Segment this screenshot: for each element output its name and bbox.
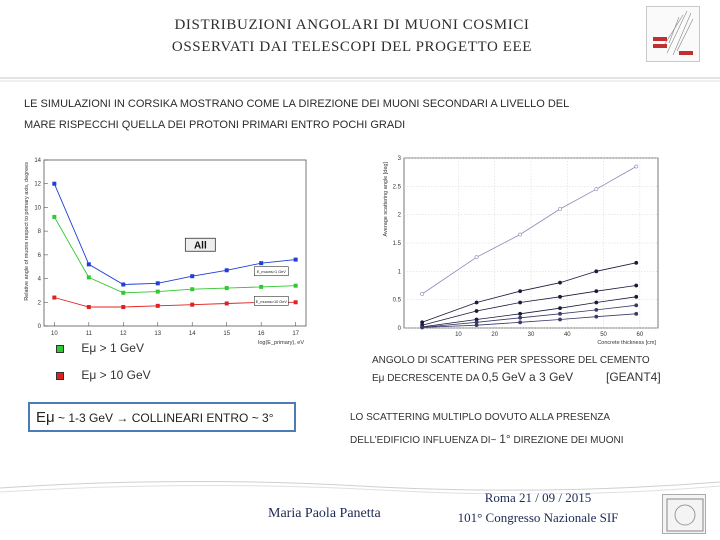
right-data-point [475, 324, 478, 327]
right-data-point [519, 233, 522, 236]
right-data-point [595, 290, 598, 293]
right-x-tick-label: 40 [563, 332, 571, 338]
left-x-tick-label: 17 [292, 331, 300, 337]
left-data-point [259, 261, 263, 265]
collinearity-box [28, 402, 296, 432]
left-x-tick-label: 11 [85, 331, 92, 337]
intro-text [24, 94, 704, 136]
left-data-point [259, 285, 263, 289]
left-y-axis-label: Relative angle of muons respect to primary axis, degrees [24, 162, 30, 301]
left-y-tick-label: 10 [34, 205, 41, 212]
eee-logo-icon [647, 7, 701, 63]
left-data-point [156, 304, 160, 308]
left-x-tick-label: 13 [154, 331, 162, 337]
title-line-2: OSSERVATI DAI TELESCOPI DEL PROGETTO EEE [171, 39, 533, 55]
red-square-icon [56, 372, 64, 380]
left-data-point [294, 300, 298, 304]
left-y-tick-label: 6 [37, 252, 41, 259]
ms-line-2-suffix: DIREZIONE DEI MUONI [510, 435, 624, 446]
ms-line-2-degree: 1° [499, 432, 511, 446]
right-data-point [519, 290, 522, 293]
intro-line-1: LE SIMULAZIONI IN CORSIKA MOSTRANO COME LA DIREZIONE DEI MUONI SECONDARI A LIVELLO DEL [24, 98, 570, 110]
right-data-point [635, 165, 638, 168]
left-data-point [156, 281, 160, 285]
left-data-point [190, 303, 194, 307]
left-y-tick-label: 0 [37, 324, 41, 330]
right-caption-range: 0,5 GeV a 3 GeV [481, 370, 574, 384]
scattering-vs-thickness-chart [378, 152, 674, 348]
left-x-tick-label: 12 [119, 331, 127, 337]
left-data-point [225, 268, 229, 272]
right-data-point [635, 304, 638, 307]
right-data-point [558, 281, 561, 284]
sif-seal-icon [663, 495, 707, 535]
right-data-point [421, 326, 424, 329]
right-data-point [595, 188, 598, 191]
right-data-point [475, 301, 478, 304]
sif-seal [662, 494, 706, 534]
legend-red-label: Eμ > 10 GeV [81, 368, 151, 382]
right-caption-line-1: ANGOLO DI SCATTERING PER SPESSORE DEL CEMENTO [372, 355, 650, 366]
right-y-tick-label: 0 [397, 326, 401, 332]
right-data-point [558, 207, 561, 210]
right-data-point [595, 308, 598, 311]
right-data-point [475, 256, 478, 259]
right-x-tick-label: 60 [636, 332, 644, 338]
header-divider [0, 71, 720, 85]
right-x-tick-label: 50 [600, 332, 607, 338]
right-data-point [421, 292, 424, 295]
left-data-point [121, 283, 125, 287]
left-data-point [52, 182, 56, 186]
left-data-point [121, 291, 125, 295]
left-y-tick-label: 4 [37, 276, 41, 283]
left-data-point [156, 290, 160, 294]
left-data-point [121, 305, 125, 309]
right-data-point [635, 312, 638, 315]
left-data-point [87, 275, 91, 279]
left-data-point [190, 287, 194, 291]
right-x-axis-label: Concrete thickness [cm] [597, 340, 656, 346]
right-data-point [519, 301, 522, 304]
left-inset-label: All [193, 240, 207, 252]
left-data-point [294, 284, 298, 288]
left-y-tick-label: 14 [34, 158, 41, 164]
left-x-tick-label: 15 [223, 331, 231, 337]
eee-logo [646, 6, 700, 62]
intro-line-2: MARE RISPECCHI QUELLA DEI PROTONI PRIMARI ENTRO POCHI GRADI [24, 119, 406, 131]
right-caption-geant: [GEANT4] [606, 370, 661, 384]
left-legend-box-1-label: E_muons>1 GeV [256, 270, 286, 275]
right-y-tick-label: 1 [397, 269, 401, 276]
left-x-axis-label: log(E_primary), eV [258, 340, 304, 346]
left-y-tick-label: 2 [37, 300, 41, 307]
left-data-point [294, 258, 298, 262]
angle-vs-energy-chart [20, 152, 312, 348]
right-data-point [558, 307, 561, 310]
right-data-point [558, 318, 561, 321]
right-y-tick-label: 1.5 [392, 241, 401, 247]
right-data-point [558, 312, 561, 315]
right-data-point [595, 315, 598, 318]
box-energy-symbol: Eμ [36, 409, 55, 426]
green-square-icon [56, 345, 64, 353]
left-x-tick-label: 14 [188, 331, 196, 337]
right-x-tick-label: 30 [527, 332, 535, 338]
left-x-tick-label: 16 [257, 331, 265, 337]
right-data-point [635, 261, 638, 264]
legend-green-label: Eμ > 1 GeV [81, 341, 144, 355]
left-data-point [52, 296, 56, 300]
right-y-axis-label: Average scattering angle [deg] [383, 162, 389, 237]
right-data-point [595, 301, 598, 304]
right-y-tick-label: 2 [397, 212, 401, 219]
right-data-point [519, 321, 522, 324]
ms-line-2 [350, 432, 624, 446]
right-data-point [635, 295, 638, 298]
title-line-1: DISTRIBUZIONI ANGOLARI DI MUONI COSMICI [174, 17, 530, 33]
left-x-tick-label: 10 [50, 331, 58, 337]
right-caption-prefix: Eμ DECRESCENTE DA [372, 373, 482, 384]
right-x-tick-label: 10 [455, 332, 462, 338]
slide-title [92, 14, 612, 58]
right-data-point [519, 316, 522, 319]
right-data-point [635, 284, 638, 287]
right-y-tick-label: 0.5 [392, 297, 401, 304]
author-name: Maria Paola Panetta [268, 506, 381, 521]
right-x-tick-label: 20 [491, 332, 499, 338]
left-y-tick-label: 8 [37, 229, 41, 236]
legend-green [56, 341, 144, 355]
conference-name: 101° Congresso Nazionale SIF [457, 510, 619, 525]
left-data-point [87, 305, 91, 309]
right-y-tick-label: 2.5 [392, 184, 401, 191]
left-data-point [190, 274, 194, 278]
left-legend-box-2-label: E_muons>10 GeV [255, 299, 287, 304]
left-data-point [225, 301, 229, 305]
left-data-point [225, 286, 229, 290]
right-data-point [519, 312, 522, 315]
conference-date: Roma 21 / 09 / 2015 [484, 490, 592, 505]
ms-line-1: LO SCATTERING MULTIPLO DOVUTO ALLA PRESENZA [350, 412, 611, 423]
left-data-point [52, 215, 56, 219]
box-text: ~ 1-3 GeV → COLLINEARI ENTRO ~ 3° [54, 411, 274, 425]
right-y-tick-label: 3 [397, 156, 401, 162]
right-caption-line-2 [372, 370, 672, 384]
ms-line-2-prefix: DELL’EDIFICIO INFLUENZA DI~ [350, 435, 500, 446]
left-y-tick-label: 12 [34, 181, 41, 188]
right-data-point [595, 270, 598, 273]
left-data-point [87, 262, 91, 266]
right-data-point [558, 295, 561, 298]
right-data-point [475, 309, 478, 312]
legend-red [56, 368, 151, 382]
